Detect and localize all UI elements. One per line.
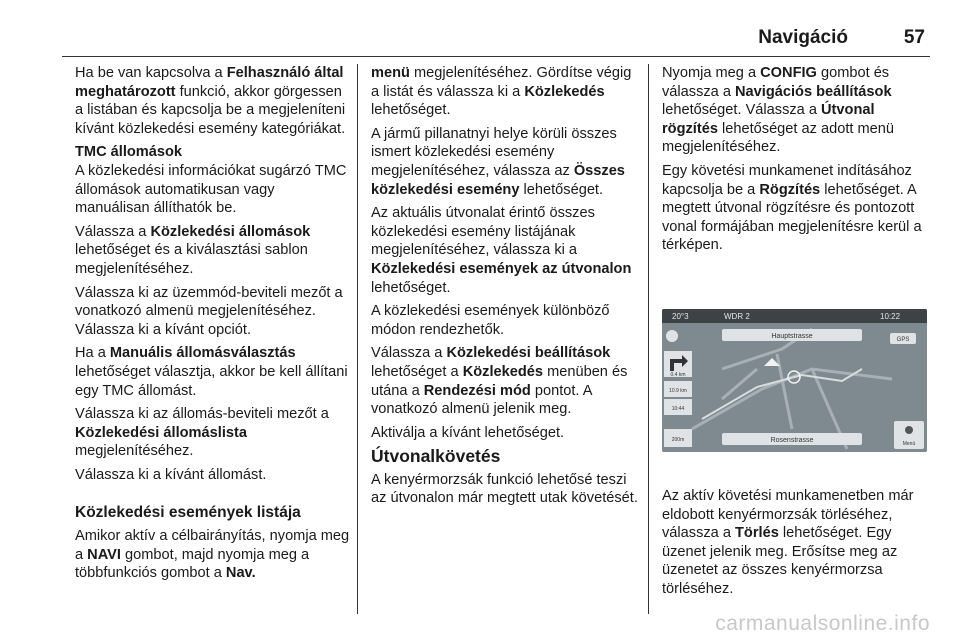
street-bottom-label: Rosenstrasse	[770, 437, 814, 444]
gps-badge: GPS	[896, 337, 910, 343]
paragraph: A kenyérmorzsák funkció lehetősé teszi az útvonalon már megtett utak követését.	[371, 471, 638, 507]
map-scale: 200m	[671, 437, 685, 443]
paragraph: Amikor aktív a célbairányítás, nyomja meg a NAVI gombot, majd nyomja meg a többfunkciós gombot a Nav.	[75, 528, 350, 582]
paragraph: A közlekedési események különböző módon rendezhetők.	[371, 303, 610, 338]
tmc-section: TMC állomások A közlekedési információkat sugárzó TMC állomások automatikusan vagy manuálisan állíthatók be.	[75, 144, 347, 217]
paragraph: Ha be van kapcsolva a Felhasználó által meghatározott funkció, akkor görgessen a listában és kapcsolja be a megjeleníteni kívánt közlekedési esemény kategóriákat.	[75, 65, 346, 137]
navigation-screen	[662, 309, 927, 452]
column-2	[371, 64, 639, 513]
temperature-readout: 20°3	[672, 312, 689, 321]
radio-station: WDR 2	[724, 312, 750, 321]
header-rule	[62, 56, 930, 57]
paragraph: Egy követési munkamenet indításához kapcsolja be a Rögzítés lehetőséget. A megtett útvonal rögzítésre és pontozott vonal formájában megjelenítésre kerül a térképen.	[662, 162, 922, 254]
paragraph: Ha a Manuális állomásválasztás lehetőséget választja, akkor be kell állítani egy TMC állomást.	[75, 345, 348, 399]
menu-label: Menü	[902, 441, 916, 447]
paragraph: A jármű pillanatnyi helye körüli összes ismert közlekedési esemény megjelenítéséhez, válassza az Összes közlekedési esemény lehetőséget.	[371, 125, 625, 198]
paragraph: Válassza ki az állomás-beviteli mezőt a Közlekedési állomáslista megjelenítéséhez.	[75, 406, 329, 460]
section-heading: Útvonalkövetés	[371, 446, 501, 467]
paragraph: Az aktív követési munkamenetben már eldobott kenyérmorzsák törléséhez, válassza a Törlés lehetőséget. Egy üzenet jelenik meg. Erősítse meg az üzenetet az összes kenyérmorzsa törléséhez.	[662, 487, 914, 597]
paragraph: Válassza a Közlekedési állomások lehetőséget és a kiválasztási sablon megjelenítéséhez.	[75, 223, 311, 277]
watermark: carmanualsonline.info	[715, 612, 930, 635]
next-turn-distance: 0.4 km	[670, 372, 686, 378]
paragraph: Válassza a Közlekedési beállítások lehetőséget a Közlekedés menüben és utána a Rendezési mód pontot. A vonatkozó almenü jelenik meg.	[371, 345, 628, 418]
page-number: 57	[903, 27, 925, 48]
paragraph: Az aktuális útvonalat érintő összes közlekedési esemény listájának megjelenítéséhez, válassza ki a Közlekedési események az útvonalon lehetőséget.	[371, 205, 632, 296]
clock: 10:22	[880, 312, 901, 321]
menu-icon	[905, 426, 913, 434]
column-divider	[648, 64, 649, 614]
column-1	[75, 64, 350, 588]
arrival-time: 10:44	[671, 406, 685, 412]
paragraph: Nyomja meg a CONFIG gombot és válassza a Navigációs beállítások lehetőséget. Válassza a Útvonal rögzítés lehetőséget az adott menü megjelenítéséhez.	[662, 65, 895, 156]
paragraph: Aktiválja a kívánt lehetőséget.	[371, 424, 565, 441]
column-divider	[357, 64, 358, 614]
navigation-screen-figure	[662, 309, 927, 452]
events-heading: Közlekedési események listája	[75, 504, 301, 522]
tmc-heading: TMC állomások	[75, 144, 183, 161]
paragraph: Válassza ki az üzemmód-beviteli mezőt a vonatkozó almenü megjelenítéséhez. Válassza ki a kívánt opciót.	[75, 284, 343, 338]
compass-icon[interactable]	[666, 330, 678, 342]
paragraph: Válassza ki a kívánt állomást.	[75, 466, 267, 483]
street-top-label: Hauptstrasse	[771, 333, 813, 340]
remaining-distance: 10.9 km	[669, 388, 687, 394]
paragraph: menü megjelenítéséhez. Gördítse végig a listát és válassza ki a Közlekedés lehetőséget.	[371, 65, 632, 119]
header-title: Navigáció	[758, 27, 848, 48]
page-header	[0, 0, 960, 56]
